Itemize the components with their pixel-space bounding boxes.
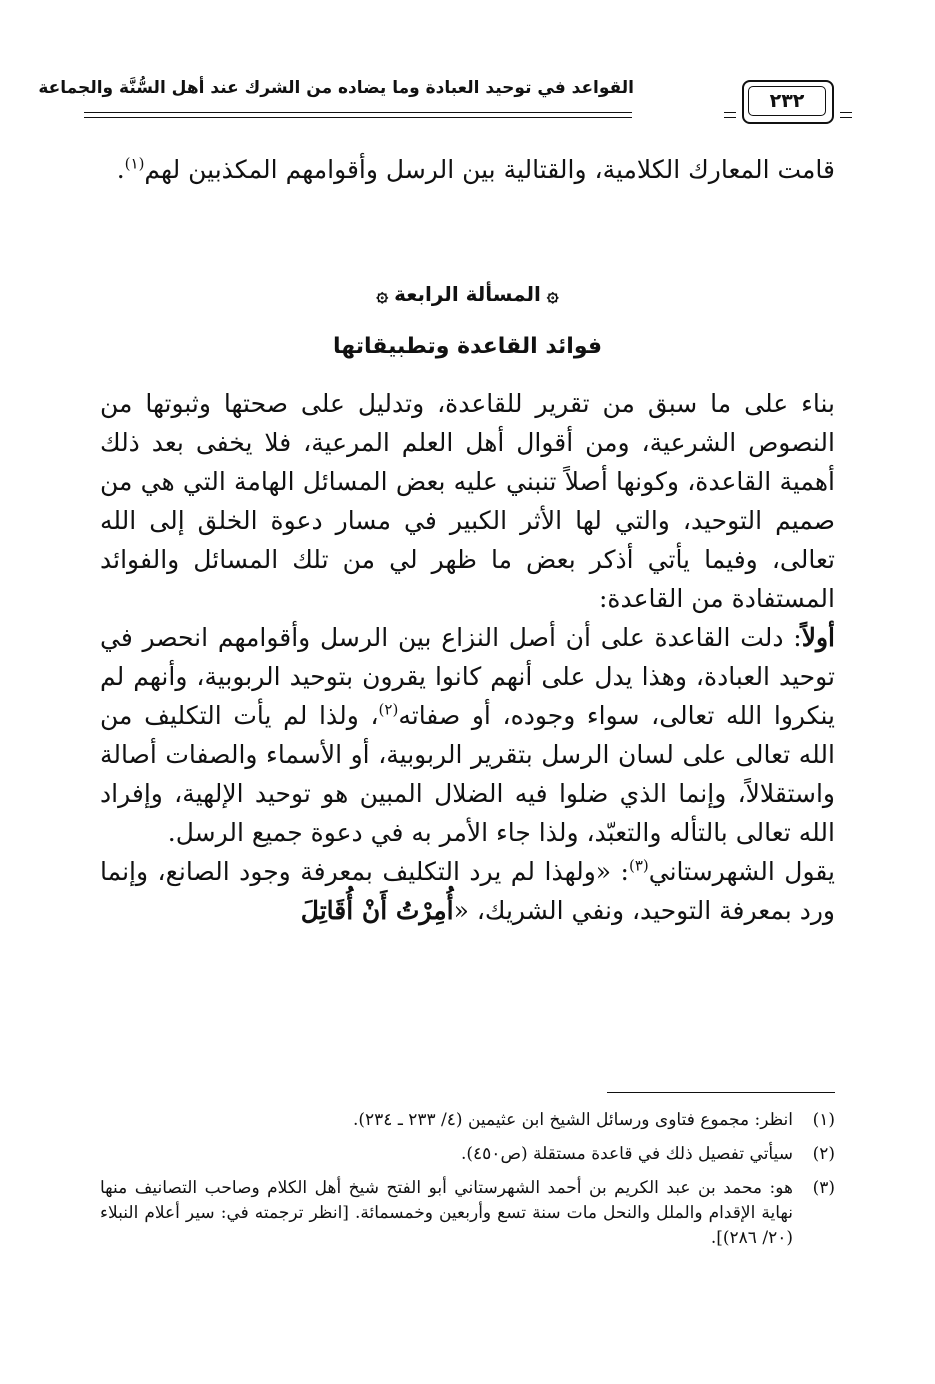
footnote-text: انظر: مجموع فتاوى ورسائل الشيخ ابن عثيمين (٤/ ٢٣٣ ـ ٢٣٤). [352,1110,793,1130]
paragraph-3-part1: يقول الشهرستاني [648,857,835,886]
main-text [100,384,835,930]
footnote-3 [100,1176,835,1251]
ornament-icon: ۞ [546,282,559,306]
footnote-ref-2: (٢) [378,700,399,719]
paragraph-2-lead: أولاً [801,623,835,652]
section-heading [0,282,935,306]
footnote-separator [607,1092,835,1093]
paragraph-1: بناء على ما سبق من تقرير للقاعدة، وتدليل على صحتها وثبوتها من النصوص الشرعية، ومن أقوال أهل العلم المرعية، فلا يخفى بعد ذلك أهمية القاعدة، وكونها أصلاً تنبني عليه بعض المسائل الهامة التي هي من صميم التوحيد، والتي لها الأثر الكبير في مسار دعوة الخلق إلى الله تعالى، وفيما يأتي أذكر بعض ما ظهر لي من تلك المسائل والفوائد المستفادة من القاعدة: [100,389,835,613]
section-subtitle: فوائد القاعدة وتطبيقاتها [332,334,603,359]
footnote-text: هو: محمد بن عبد الكريم بن أحمد الشهرستاني أبو الفتح شيخ أهل الكلام وصاحب التصانيف منها نهاية الإقدام والملل والنحل مات سنة تسع وأربعين وخمسمائة. [انظر ترجمته في: سير أعلام النبلاء (٢٠/ ٢٨٦)]. [100,1178,793,1248]
paragraph-2-part2: ، ولذا لم يأت التكليف من الله تعالى على لسان الرسل بتقرير الربوبية، أو الأسماء والصفات أصالة واستقلالاً، وإنما الذي ضلوا فيه الضلال المبين هو توحيد الإلهية، وإفراد الله تعالى بالتأله والتعبّد، ولذا جاء الأمر به في دعوة جميع الرسل. [100,701,835,847]
hadith-quote: أُمِرْتُ أَنْ أُقَاتِلَ [300,896,454,925]
intro-tail: . [116,155,125,184]
footnote-text: سيأتي تفصيل ذلك في قاعدة مستقلة (ص٤٥٠). [461,1144,793,1164]
page-number-frame [724,72,852,126]
footnote-number: (٣) [812,1178,835,1198]
footnote-ref-3: (٣) [628,856,649,875]
footnotes [100,1108,835,1260]
intro-text: قامت المعارك الكلامية، والقتالية بين الرسل وأقوامهم المكذبين لهم [144,155,835,184]
footnote-number: (١) [812,1110,835,1130]
paragraph-2 [100,618,835,852]
header-rule-top [84,112,632,113]
paragraph-3 [100,852,835,930]
frame-tick-right [840,112,852,113]
running-header [38,72,852,132]
intro-paragraph [100,150,835,189]
footnote-2 [100,1142,835,1167]
section-heading-text: المسألة الرابعة [394,282,541,306]
footnote-number: (٢) [812,1144,835,1164]
paragraph-2-part1: : دلت القاعدة على أن أصل النزاع بين الرسل وأقوامهم انحصر في توحيد العبادة، وهذا يدل على أنهم كانوا يقرون بتوحيد الربوبية، وأنهم لم ينكروا الله تعالى، سواء وجوده، أو صفاته [100,623,835,730]
running-title: القواعد في توحيد العبادة وما يضاده من الشرك عند أهل السُّنَّة والجماعة [38,78,634,98]
frame-tick-left [724,112,736,113]
paragraph-3-part2: : «ولهذا لم يرد التكليف بمعرفة وجود الصانع، وإنما ورد بمعرفة التوحيد، ونفي الشريك، « [100,857,835,925]
footnote-1 [100,1108,835,1133]
footnote-ref-1: (١) [124,154,145,173]
ornament-icon: ۞ [376,282,389,306]
frame-tick-right-2 [840,117,852,118]
frame-tick-left-2 [724,117,736,118]
page-number: ٢٣٢ [748,86,826,116]
header-rule-bottom [84,117,632,118]
